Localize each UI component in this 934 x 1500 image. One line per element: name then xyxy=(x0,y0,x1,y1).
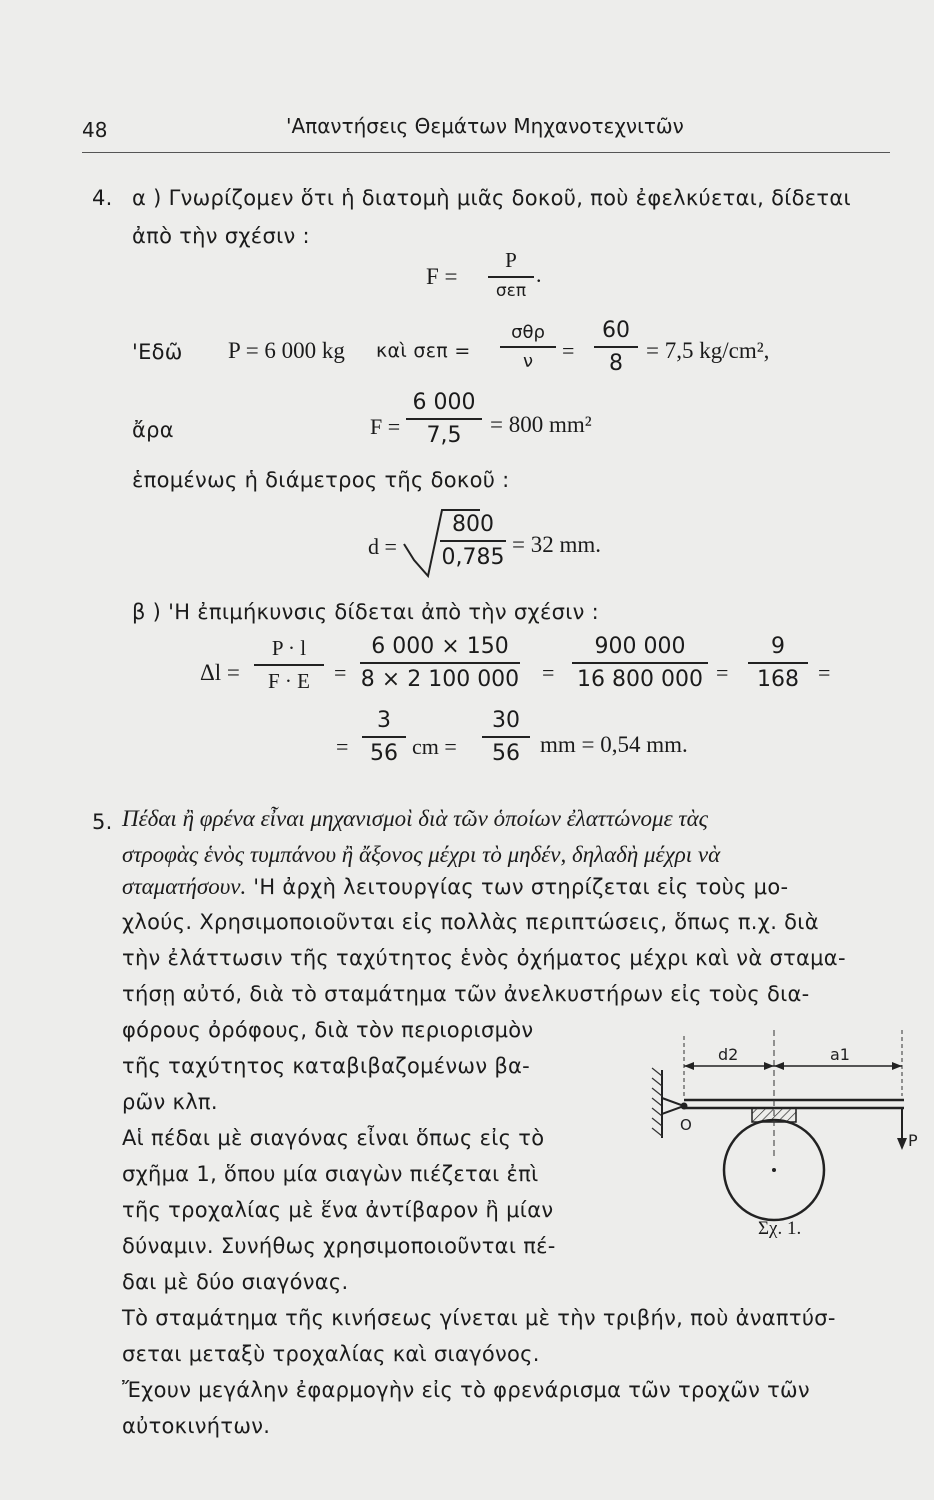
arrowhead-icon xyxy=(892,1062,902,1070)
edo-den1: ν xyxy=(522,350,534,372)
dl-frac-3 xyxy=(572,634,708,692)
dl-frac-4 xyxy=(748,634,808,692)
q5-line-3-rest: 'Η ἀρχὴ λειτουργίας των στηρίζεται εἰς τοὺς μο- xyxy=(246,875,789,899)
label-o: O xyxy=(680,1116,692,1134)
dl-eq-4: = xyxy=(818,660,831,685)
fraction-bar xyxy=(406,418,482,420)
q5-line-17: Ἔχουν μεγάλην ἐφαρμογὴν εἰς τὸ φρενάρισμα τῶν τροχῶν τῶν xyxy=(122,1378,810,1402)
ara-label: ἄρα xyxy=(132,418,174,442)
q5-line-7: φόρους ὀρόφους, διὰ τὸν περιορισμὸν xyxy=(122,1018,534,1042)
ara-result: = 800 mm² xyxy=(490,412,592,437)
q5-line-10: Αἱ πέδαι μὲ σιαγόνας εἶναι ὅπως εἰς τὸ xyxy=(122,1126,545,1150)
fraction-bar xyxy=(482,736,530,738)
label-d2: d2 xyxy=(718,1045,739,1064)
fraction-bar xyxy=(748,662,808,664)
r-cm: cm = xyxy=(412,734,457,759)
diam-text: ἑπομένως ἡ διάμετρος τῆς δοκοῦ : xyxy=(132,468,510,492)
r-frac-1 xyxy=(362,708,406,766)
r-result: mm = 0,54 mm. xyxy=(540,732,688,757)
fraction-bar xyxy=(594,346,638,348)
q5-line-11: σχῆμα 1, ὅπου μία σιαγὼν πιέζεται ἐπὶ xyxy=(122,1162,539,1186)
edo-label: 'Εδῶ xyxy=(132,340,183,364)
f1-fraction xyxy=(488,248,534,301)
q5-line-9: ρῶν κλπ. xyxy=(122,1090,218,1114)
q5-line-16: σεται μεταξὺ τροχαλίας καὶ σιαγόνος. xyxy=(122,1342,540,1366)
arrowhead-icon xyxy=(684,1062,694,1070)
q4-line-1: α ) Γνωρίζομεν ὅτι ἡ διατομὴ μιᾶς δοκοῦ, ποὺ ἐφελκύεται, δίδεται xyxy=(132,186,851,210)
f1-num: P xyxy=(505,248,517,272)
dl-eq-1: = xyxy=(334,660,347,685)
q5-line-6: τήσῃ αὐτό, διὰ τὸ σταμάτημα τῶν ἀνελκυστήρων εἰς τοὺς δια- xyxy=(122,982,810,1006)
q5-italic-1: Πέδαι ἢ φρένα εἶναι μηχανισμοὶ διὰ τῶν ὁποίων ἐλαττώνομε τὰς xyxy=(122,806,709,831)
q5-line-3 xyxy=(122,874,788,900)
d-den: 0,785 xyxy=(441,544,505,570)
q5-line-15: Τὸ σταμάτημα τῆς κινήσεως γίνεται μὲ τὴν τριβήν, ποὺ ἀναπτύσ- xyxy=(122,1306,836,1330)
arrowhead-icon xyxy=(764,1062,774,1070)
q5-line-4: χλούς. Χρησιμοποιοῦνται εἰς πολλὰς περιπτώσεις, ὅπως π.χ. διὰ xyxy=(122,910,819,934)
edo-den2: 8 xyxy=(609,350,623,376)
dl-n1: P · l xyxy=(271,636,307,660)
q5-italic-2: στροφὰς ἑνὸς τυμπάνου ἢ ἄξονος μέχρι τὸ μηδέν, δηλαδὴ μέχρι νὰ xyxy=(122,842,721,867)
dl-eq-3: = xyxy=(716,660,729,685)
label-a1: a1 xyxy=(830,1045,850,1064)
edo-p: P = 6 000 kg xyxy=(228,338,345,363)
q4-line-2: ἀπὸ τὴν σχέσιν : xyxy=(132,224,310,248)
r-n1: 3 xyxy=(377,708,391,733)
q4-number: 4. xyxy=(92,186,113,210)
arrowhead-icon xyxy=(774,1062,784,1070)
dl-n3: 900 000 xyxy=(594,634,686,659)
q5-line-13: δύναμιν. Συνήθως χρησιμοποιοῦνται πέ- xyxy=(122,1234,556,1258)
edo-frac-1 xyxy=(500,322,556,372)
dl-frac-2 xyxy=(360,634,520,692)
f1-den: σεπ xyxy=(495,280,527,301)
d-lhs: d = xyxy=(368,534,397,559)
d-result: = 32 mm. xyxy=(512,532,602,557)
figure-caption: Σχ. 1. xyxy=(758,1218,802,1239)
q5-line-14: δαι μὲ δύο σιαγόνας. xyxy=(122,1270,349,1294)
ara-lhs: F = xyxy=(370,414,401,439)
dl-d1: F · E xyxy=(268,668,310,693)
r-n2: 30 xyxy=(492,708,520,733)
r-eq: = xyxy=(336,734,349,759)
fraction-bar xyxy=(440,540,506,542)
page-number: 48 xyxy=(82,118,108,142)
dl-d2: 8 × 2 100 000 xyxy=(360,666,520,692)
ara-fraction xyxy=(406,390,482,448)
r-d1: 56 xyxy=(370,740,398,766)
f1-end: . xyxy=(536,262,542,287)
fraction-bar xyxy=(254,664,324,666)
f1-lhs: F = xyxy=(426,264,458,289)
header-rule xyxy=(82,152,890,153)
ara-den: 7,5 xyxy=(426,422,462,448)
dl-lhs: Δl = xyxy=(200,660,240,685)
edo-kai: καὶ σεπ = xyxy=(376,340,471,362)
q5-line-8: τῆς ταχύτητος καταβιβαζομένων βα- xyxy=(122,1054,531,1078)
dl-n2: 6 000 × 150 xyxy=(371,634,509,659)
dl-frac-1 xyxy=(254,636,324,694)
edo-result: = 7,5 kg/cm², xyxy=(646,338,770,363)
dl-d4: 168 xyxy=(757,666,799,692)
ara-num: 6 000 xyxy=(412,390,476,415)
r-frac-2 xyxy=(482,708,530,766)
pulley-center xyxy=(772,1168,776,1172)
label-p: P xyxy=(908,1131,918,1150)
q5-line-18: αὐτοκινήτων. xyxy=(122,1414,271,1438)
b-line: β ) 'Η ἐπιμήκυνσις δίδεται ἀπὸ τὴν σχέσιν : xyxy=(132,600,600,624)
fraction-bar xyxy=(360,662,520,664)
r-d2: 56 xyxy=(492,740,520,766)
q5-number: 5. xyxy=(92,810,113,834)
fraction-bar xyxy=(488,276,534,278)
force-arrow-head-icon xyxy=(897,1138,907,1150)
d-fraction xyxy=(440,512,506,570)
q5-line-12: τῆς τροχαλίας μὲ ἕνα ἀντίβαρον ἢ μίαν xyxy=(122,1198,554,1222)
edo-num2: 60 xyxy=(602,318,630,343)
brake-diagram xyxy=(640,1030,920,1240)
edo-frac-2 xyxy=(594,318,638,376)
q5-line-5: τὴν ἐλάττωσιν τῆς ταχύτητος ἑνὸς ὀχήματος μέχρι καὶ νὰ σταμα- xyxy=(122,946,846,970)
q5-italic-3: σταματήσουν. xyxy=(122,874,247,899)
dl-n4: 9 xyxy=(771,634,785,659)
edo-num1: σθρ xyxy=(511,322,545,343)
running-title: 'Απαντήσεις Θεμάτων Μηχανοτεχνιτῶν xyxy=(286,114,684,138)
dl-eq-2: = xyxy=(542,660,555,685)
fraction-bar xyxy=(362,736,406,738)
dl-d3: 16 800 000 xyxy=(577,666,703,692)
edo-eq: = xyxy=(562,338,575,363)
d-num: 800 xyxy=(452,512,494,537)
fraction-bar xyxy=(572,662,708,664)
fraction-bar xyxy=(500,346,556,348)
